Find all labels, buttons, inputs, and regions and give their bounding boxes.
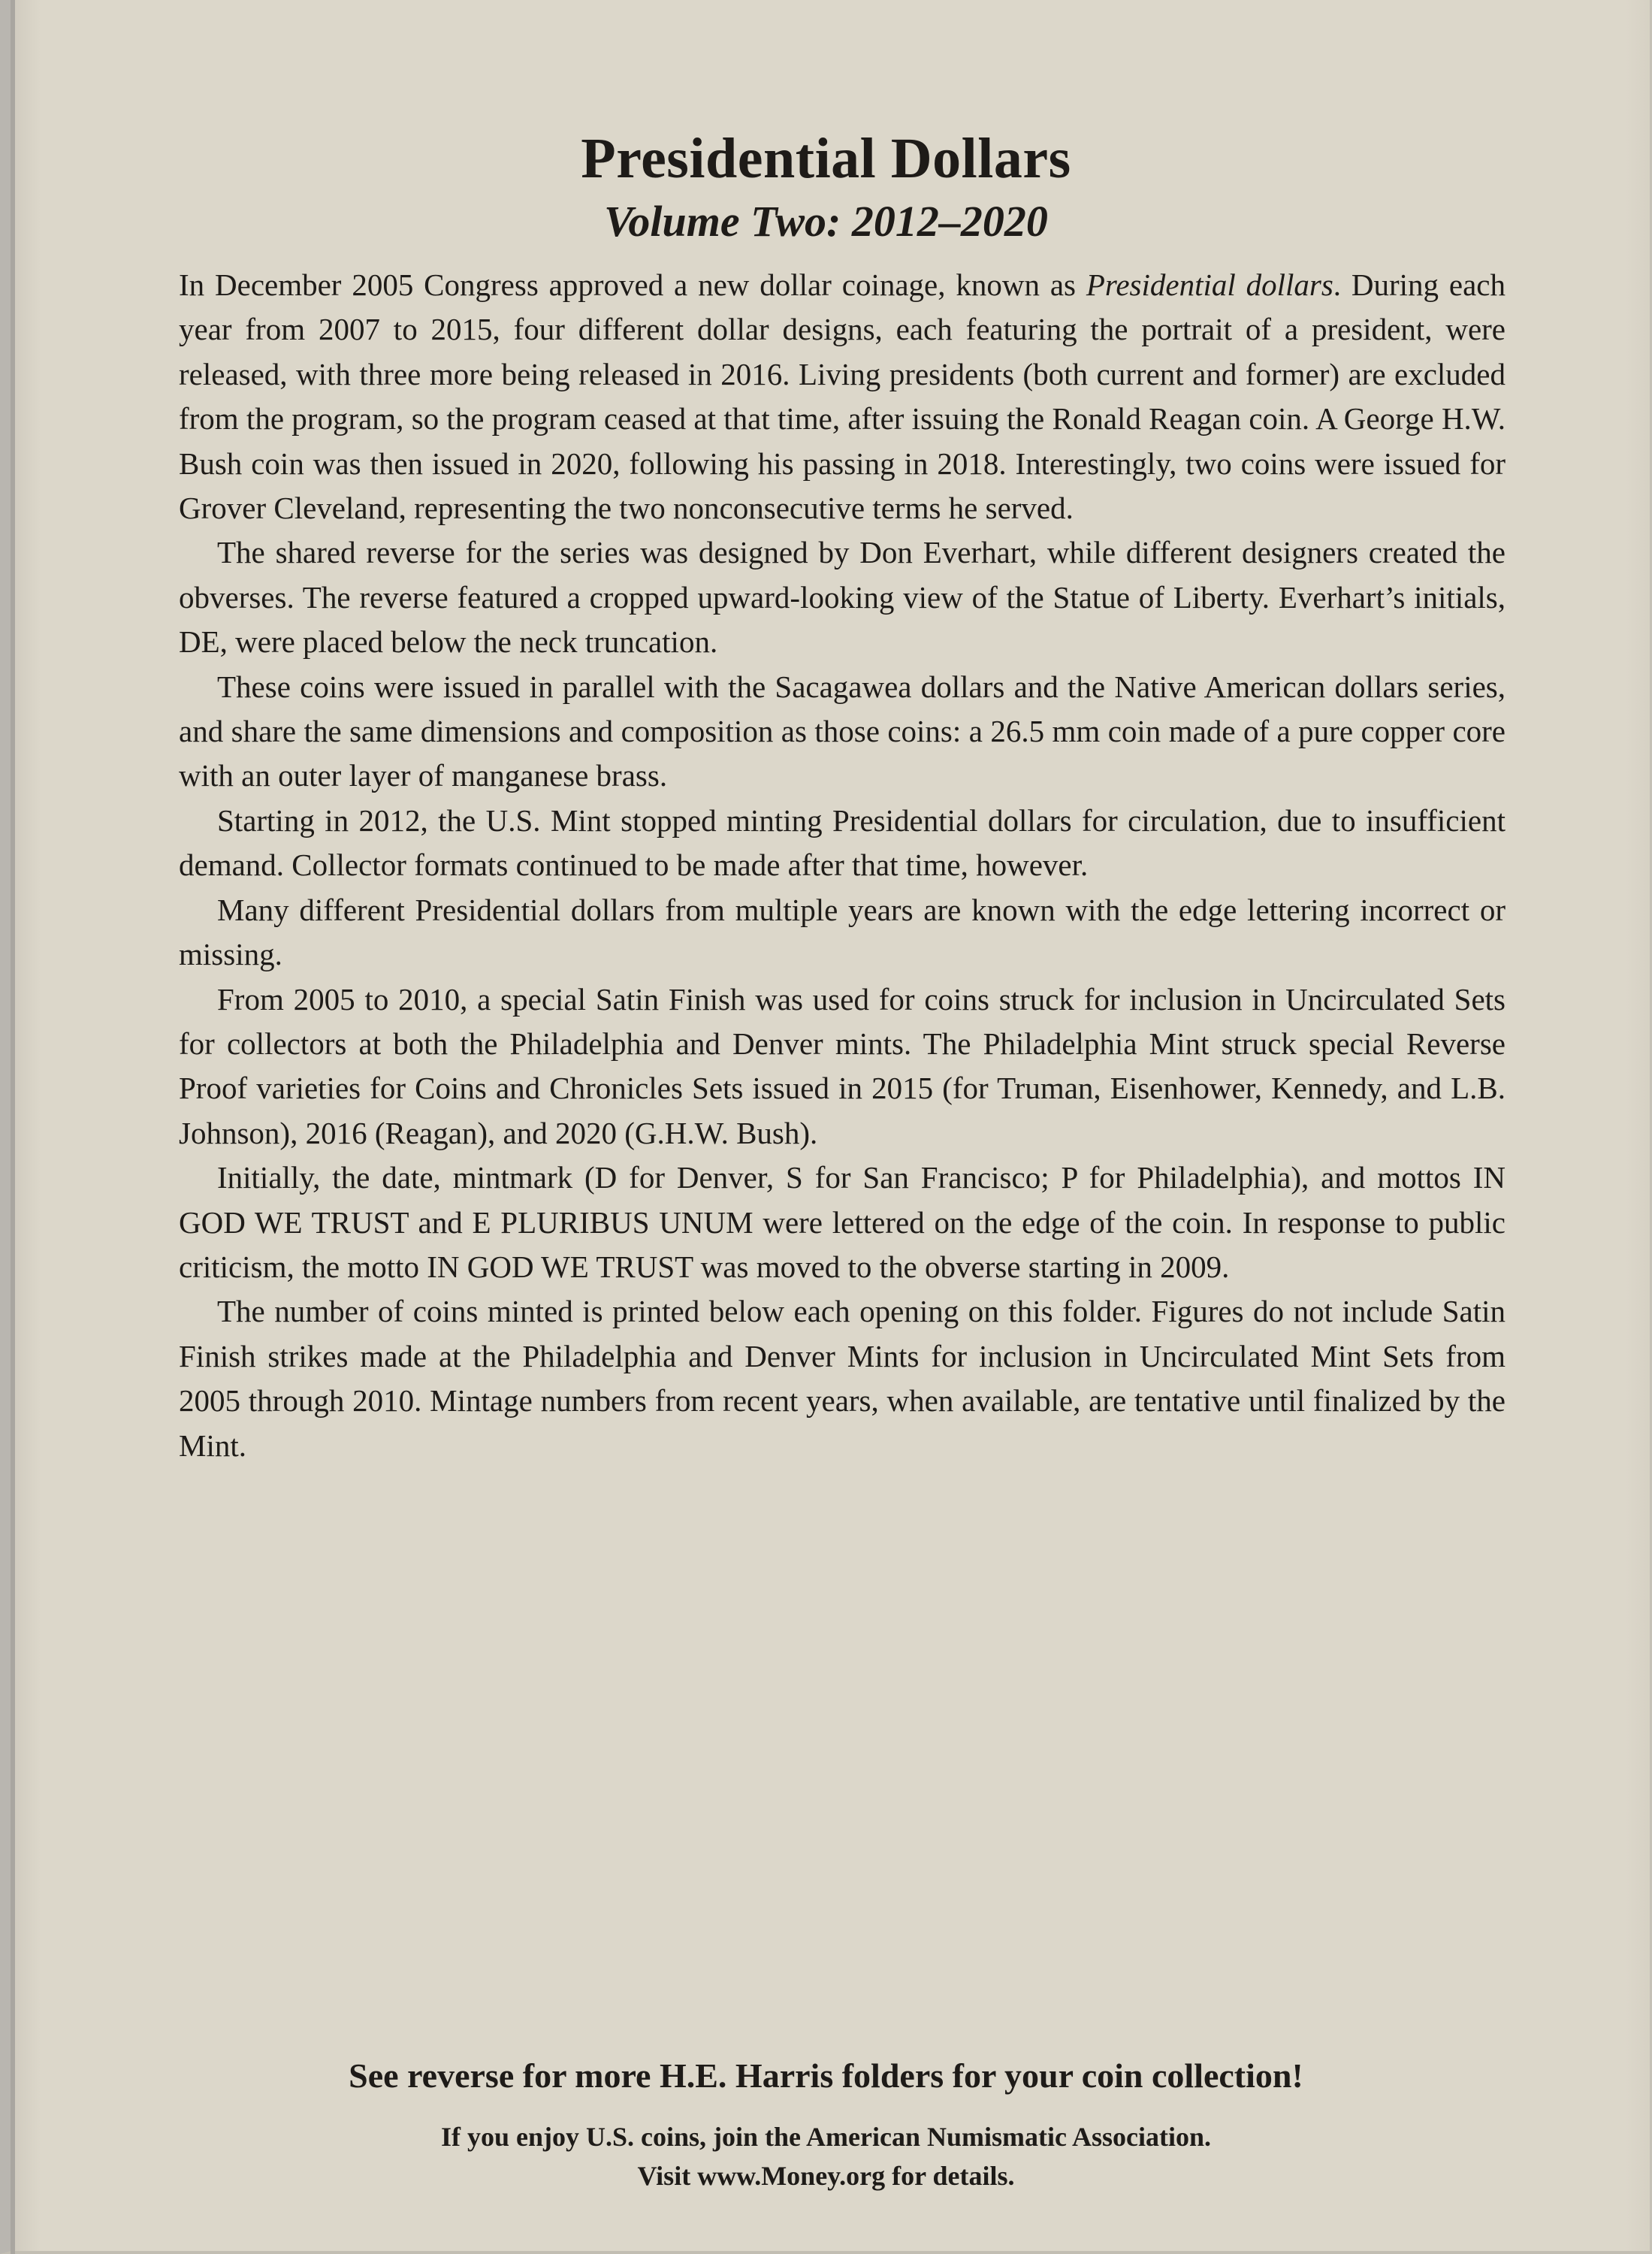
intro-text-end: . During each year from 2007 to 2015, four different dollar designs, each featuring the portrait of a president, were released, with three more being released in 2016. Living presidents (both current and former) are excluded from the program, so the program ceased at that time, after issuing the Ronald Reagan coin. A George H.W. Bush coin was then issued in 2020, following his passing in 2018. Interestingly, two coins were issued for Grover Cleveland, representing the two nonconsecutive terms he served. — [179, 267, 1506, 526]
folder-spine-edge — [11, 0, 15, 2254]
paragraph-intro — [179, 263, 1506, 530]
page-subtitle: Volume Two: 2012–2020 — [604, 197, 1048, 246]
body-text — [179, 263, 1506, 1468]
intro-emphasis: Presidential dollars — [1086, 267, 1333, 302]
paragraph-reverse-design: The shared reverse for the series was designed by Don Everhart, while different designers created the obverses. The reverse featured a cropped upward-looking view of the Statue of Liberty. Everhart’s initials, DE, were placed below the neck truncation. — [179, 535, 1506, 660]
footer-note — [0, 2117, 1652, 2195]
paragraph-satin-finish: From 2005 to 2010, a special Satin Finish was used for coins struck for inclusion in Uncirculated Sets for collectors at both the Philadelphia and Denver mints. The Philadelphia Mint struck special Reverse Proof varieties for Coins and Chronicles Sets issued in 2015 (for Truman, Eisenhower, Kennedy, and L.B. Johnson), 2016 (Reagan), and 2020 (G.H.W. Bush). — [179, 981, 1506, 1150]
footer-cta: See reverse for more H.E. Harris folders for your coin collection! — [349, 2056, 1303, 2095]
page-title: Presidential Dollars — [581, 127, 1071, 190]
footer-note-line-1: If you enjoy U.S. coins, join the American Numismatic Association. — [441, 2122, 1211, 2152]
paragraph-circulation: Starting in 2012, the U.S. Mint stopped minting Presidential dollars for circulation, due to insufficient demand. Collector formats continued to be made after that time, however. — [179, 802, 1506, 883]
paragraph-edge-errors: Many different Presidential dollars from multiple years are known with the edge lettering incorrect or missing. — [179, 892, 1506, 972]
footer-note-line-2: Visit www.Money.org for details. — [637, 2161, 1015, 2191]
paragraph-composition: These coins were issued in parallel with the Sacagawea dollars and the Native American dollars series, and share the same dimensions and composition as those coins: a 26.5 mm coin made of a pure copper core with an outer layer of manganese brass. — [179, 669, 1506, 793]
intro-text-start: In December 2005 Congress approved a new dollar coinage, known as — [179, 267, 1086, 302]
paragraph-mintage: The number of coins minted is printed below each opening on this folder. Figures do not include Satin Finish strikes made at the Philadelphia and Denver Mints for inclusion in Uncirculated Mint Sets from 2005 through 2010. Mintage numbers from recent years, when available, are tentative until finalized by the Mint. — [179, 1294, 1506, 1463]
paragraph-edge-lettering: Initially, the date, mintmark (D for Denver, S for San Francisco; P for Philadelphia), and mottos IN GOD WE TRUST and E PLURIBUS UNUM were lettered on the edge of the coin. In response to public criticism, the motto IN GOD WE TRUST was moved to the obverse starting in 2009. — [179, 1160, 1506, 1284]
